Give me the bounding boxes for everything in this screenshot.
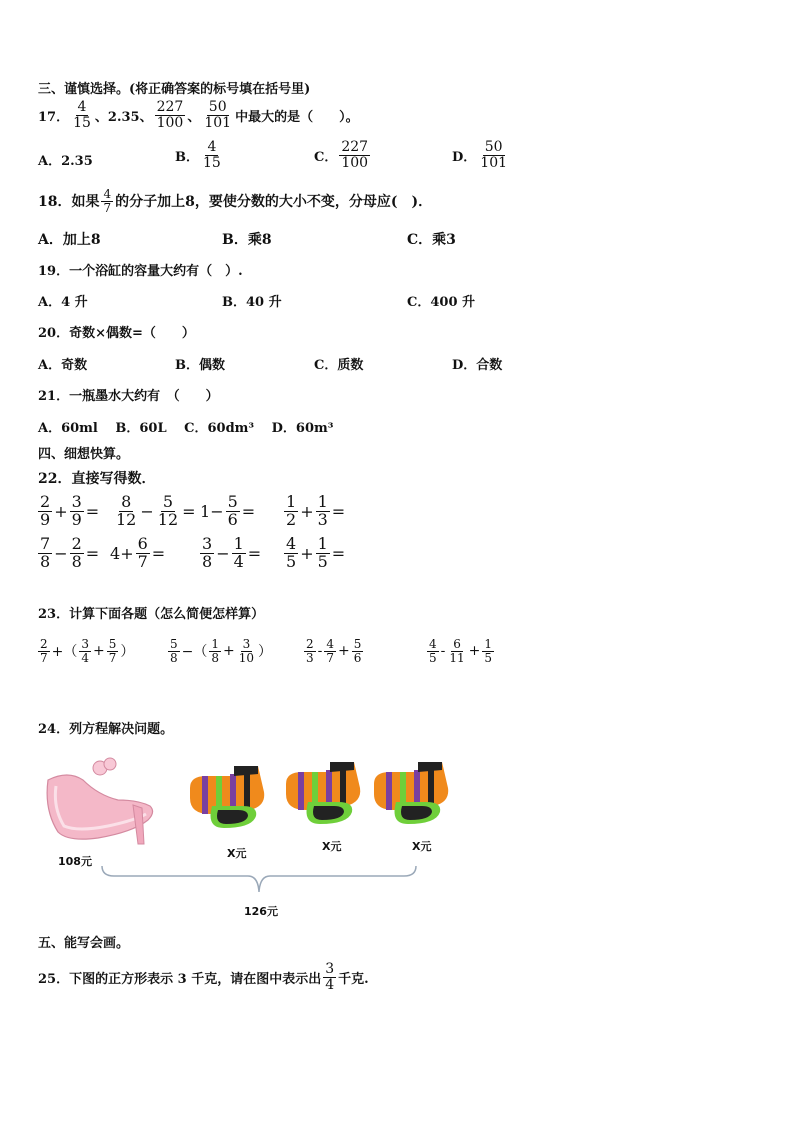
- total-price-label: 126元: [244, 905, 278, 918]
- q18-option-a: A．加上8: [38, 232, 101, 248]
- section-3-title: 三、谨慎选择。(将正确答案的标号填在括号里): [38, 82, 311, 97]
- q17-option-d: D． 50 101: [452, 139, 508, 171]
- question-17: [38, 100, 359, 130]
- q18-option-c: C．乘3: [407, 232, 456, 248]
- fraction: $\frac{3}{10}$: [238, 637, 255, 665]
- fraction: 8 12: [116, 492, 137, 529]
- fraction: 3 4: [325, 961, 335, 993]
- fraction: 2 3: [306, 637, 314, 665]
- q21-options: A．60ml B．60L C．60dm³ D．60m³: [38, 421, 334, 436]
- section-5-title: 五、能写会画。: [38, 936, 130, 951]
- q22-expr-6: 4 + $\frac{6}{7}$ =: [110, 534, 166, 571]
- fraction: 227 100: [341, 139, 369, 171]
- fraction: 4 5: [429, 637, 437, 665]
- sock-image: [370, 762, 454, 828]
- q22-expr-5: 7 8 − $\frac{2}{8}$ =: [40, 534, 100, 571]
- sock-price-label: X元: [412, 840, 432, 853]
- fraction: 4 7: [326, 637, 335, 665]
- fraction: $\frac{2}{8}$: [71, 534, 82, 571]
- question-21: 21．一瓶墨水大约有 （ ）: [38, 389, 219, 404]
- fraction: $\frac{1}{3}$: [317, 492, 328, 529]
- question-number: 17．: [38, 109, 70, 125]
- fraction: $\frac{5}{6}$: [353, 637, 362, 665]
- fraction: 6 11: [449, 637, 465, 665]
- fraction: $\frac{3}{9}$: [71, 492, 82, 529]
- question-18: [38, 188, 432, 214]
- text: 、: [187, 109, 201, 125]
- q22-expr-3: 1 − $\frac{5}{6}$ =: [200, 492, 256, 529]
- q23-expr-4: 4 5 - 6 11 + $\frac{1}{5}$: [429, 637, 493, 665]
- text: 的分子加上8，要使分数的大小不变，分母应( )．: [115, 194, 433, 211]
- question-24-title: 24．列方程解决问题。: [38, 722, 174, 737]
- question-25: [38, 962, 369, 992]
- fraction: $\frac{5}{6}$: [227, 492, 238, 529]
- fraction: $\frac{1}{5}$: [484, 637, 493, 665]
- fraction: 4 15: [203, 139, 221, 171]
- q19-option-c: C．400 升: [407, 295, 476, 310]
- question-22-title: 22．直接写得数．: [38, 471, 156, 487]
- q22-expr-8: 4 5 + $\frac{1}{5}$ =: [286, 534, 346, 571]
- q23-expr-3: 2 3 - 4 7 + $\frac{5}{6}$: [306, 637, 362, 665]
- q22-expr-2: 8 12 − $\frac{5}{12}$ =: [116, 492, 196, 529]
- text: 25．下图的正方形表示 3 千克，请在图中表示出: [38, 971, 322, 987]
- q22-expr-4: 1 2 + $\frac{1}{3}$ =: [286, 492, 346, 529]
- q17-option-c: C． 227 100: [314, 139, 369, 171]
- q20-option-c: C．质数: [314, 358, 364, 373]
- q23-expr-1: 2 7 +（ 3 4 + $\frac{5}{7}$ ）: [40, 637, 135, 665]
- sock-image: [282, 762, 366, 828]
- total-brace: [98, 862, 420, 902]
- q20-option-a: A．奇数: [38, 358, 88, 373]
- section-4-title: 四、细想快算。: [38, 447, 130, 462]
- q22-expr-1: 2 9 + $\frac{3}{9}$ =: [40, 492, 100, 529]
- fraction: 1 8: [211, 637, 220, 665]
- q17-option-a: A．2.35: [38, 154, 93, 169]
- fraction: 3 4: [81, 637, 90, 665]
- fraction: 5 8: [170, 637, 178, 665]
- q19-option-a: A．4 升: [38, 295, 88, 310]
- fraction: 4 7: [103, 187, 112, 215]
- sock-price-label: X元: [322, 840, 342, 853]
- fraction: $\frac{1}{5}$: [317, 534, 328, 571]
- fraction: 50 101: [204, 99, 232, 131]
- shoe-price-label: 108元: [58, 855, 92, 868]
- fraction: 2 7: [40, 637, 48, 665]
- sock-image: [186, 766, 270, 832]
- sock-price-label: X元: [227, 847, 247, 860]
- q17-option-b: B． 4 15: [175, 139, 221, 171]
- text: 18．如果: [38, 194, 100, 211]
- q22-expr-7: 3 8 − $\frac{1}{4}$ =: [202, 534, 262, 571]
- fraction: 50 101: [480, 139, 508, 171]
- fraction: $\frac{5}{7}$: [108, 637, 117, 665]
- fraction: $\frac{5}{12}$: [157, 492, 179, 529]
- fraction: $\frac{6}{7}$: [137, 534, 148, 571]
- q19-option-b: B．40 升: [222, 295, 282, 310]
- q23-expr-2: 5 8 −（ 1 8 + $\frac{3}{10}$ ）: [170, 637, 273, 665]
- fraction: 4 5: [286, 534, 297, 571]
- text: 千克.: [338, 971, 369, 987]
- fraction: 7 8: [40, 534, 51, 571]
- question-23-title: 23．计算下面各题（怎么简便怎样算）: [38, 607, 265, 622]
- fraction: 3 8: [202, 534, 213, 571]
- fraction: 2 9: [40, 492, 51, 529]
- q20-option-d: D．合数: [452, 358, 503, 373]
- fraction: 227 100: [156, 99, 184, 131]
- fraction: 1 2: [286, 492, 297, 529]
- q18-option-b: B．乘8: [222, 232, 272, 248]
- question-19: 19．一个浴缸的容量大约有（ ）.: [38, 264, 243, 279]
- fraction: $\frac{1}{4}$: [233, 534, 244, 571]
- q20-option-b: B．偶数: [175, 358, 225, 373]
- fraction: 4 15: [73, 99, 91, 131]
- high-heel-shoe-image: [38, 750, 168, 850]
- text: 、2.35、: [94, 109, 153, 125]
- text: 中最大的是（ ）。: [235, 109, 359, 125]
- question-20: 20．奇数×偶数=（ ）: [38, 326, 195, 341]
